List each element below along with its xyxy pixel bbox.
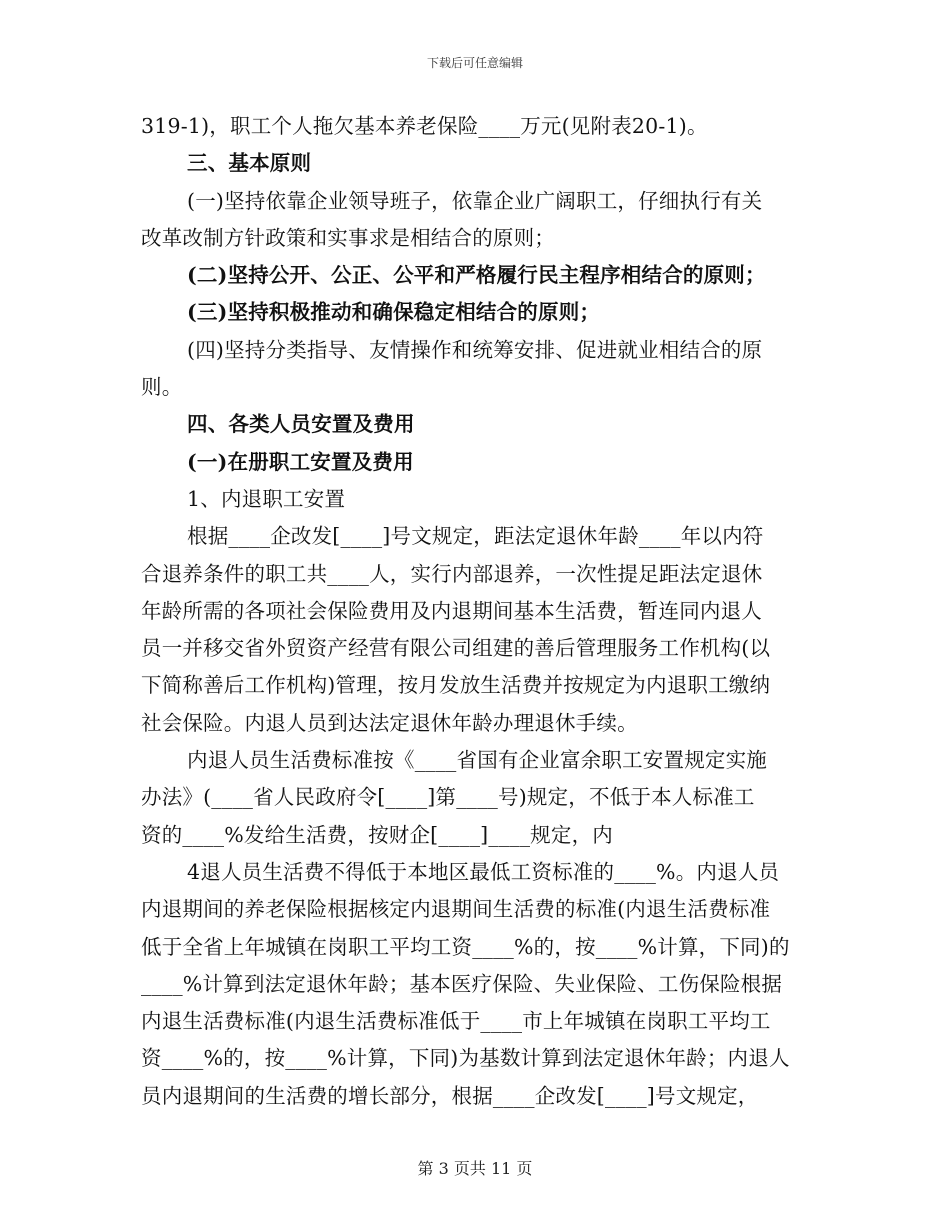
item-heading: 1、内退职工安置 — [187, 486, 346, 511]
text-line: 社会保险。内退人员到达法定退休年龄办理退休手续。 — [141, 710, 638, 735]
text-line: 办法》(____省人民政府令[____]第____号)规定，不低于本人标准工 — [141, 785, 755, 810]
text-line: 内退人员生活费标准按《____省国有企业富余职工安置规定实施 — [187, 748, 767, 773]
text-line: 员内退期间的生活费的增长部分，根据____企改发[____]号文规定， — [141, 1083, 759, 1108]
page-header: 下载后可任意编辑 — [426, 56, 523, 70]
section-heading: 三、基本原则 — [187, 151, 312, 176]
text-line: 根据____企改发[____]号文规定，距法定退休年龄____年以内符 — [187, 524, 764, 549]
text-line: 4退人员生活费不得低于本地区最低工资标准的____%。内退人员 — [187, 859, 780, 884]
text-line: 资的____%发给生活费，按财企[____]____规定，内 — [141, 822, 613, 847]
text-line: (四)坚持分类指导、友情操作和统筹安排、促进就业相结合的原 — [187, 337, 763, 362]
text-line: (一)坚持依靠企业领导班子，依靠企业广阔职工，仔细执行有关 — [187, 188, 763, 213]
text-line: 年龄所需的各项社会保险费用及内退期间基本生活费，暂连同内退人 — [141, 598, 762, 623]
text-line: 改革改制方针政策和实事求是相结合的原则； — [141, 225, 555, 250]
text-line: 员一并移交省外贸资产经营有限公司组建的善后管理服务工作机构(以 — [141, 636, 771, 661]
text-line: 资____%的，按____%计算，下同)为基数计算到法定退休年龄；内退人 — [141, 1046, 790, 1071]
text-line: 319-1)，职工个人拖欠基本养老保险____万元(见附表20-1)。 — [141, 114, 708, 138]
text-line: 合退养条件的职工共____人，实行内部退养，一次性提足距法定退休 — [141, 561, 763, 586]
text-line: 则。 — [141, 375, 183, 400]
section-heading: 四、各类人员安置及费用 — [187, 412, 415, 437]
text-line: 内退生活费标准(内退生活费标准低于____市上年城镇在岗职工平均工 — [141, 1009, 771, 1034]
text-line: 内退期间的养老保险根据核定内退期间生活费的标准(内退生活费标准 — [141, 897, 771, 922]
text-line: (二)坚持公开、公正、公平和严格履行民主程序相结合的原则； — [187, 263, 766, 288]
page-footer: 第 3 页共 11 页 — [417, 1159, 533, 1178]
text-line: 低于全省上年城镇在岗职工平均工资____%的，按____%计算，下同)的 — [141, 934, 790, 959]
subsection-heading: (一)在册职工安置及费用 — [187, 449, 414, 474]
text-line: ____%计算到法定退休年龄；基本医疗保险、失业保险、工伤保险根据 — [141, 971, 783, 996]
text-line: 下简称善后工作机构)管理，按月发放生活费并按规定为内退职工缴纳 — [141, 673, 771, 698]
text-line: (三)坚持积极推动和确保稳定相结合的原则； — [187, 300, 601, 325]
document-body — [141, 108, 813, 1115]
